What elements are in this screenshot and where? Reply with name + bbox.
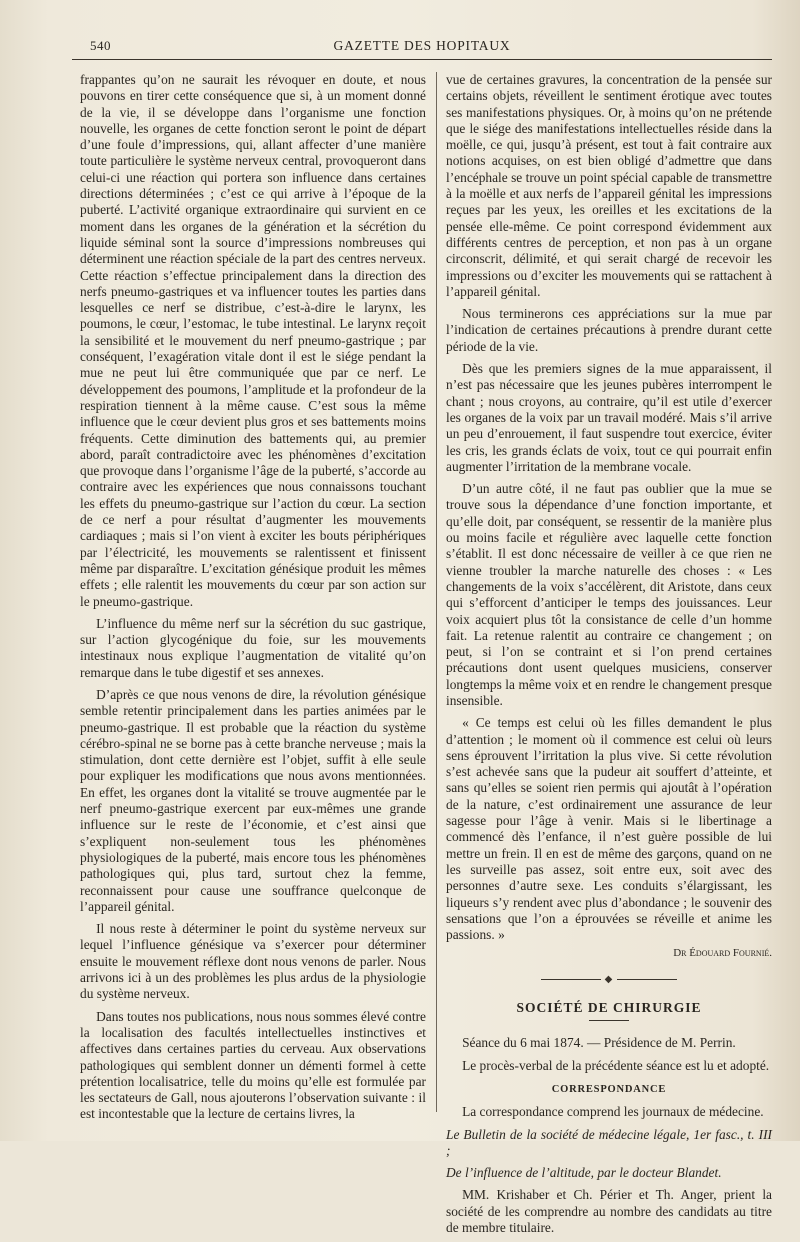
correspondence-intro: La correspondance comprend les journaux de médecine. bbox=[462, 1104, 764, 1120]
paragraph: Il nous reste à déterminer le point du système nerveux sur lequel l’influence génésique va s’exercer pour déterminer ensuite le mouvement réflexe dont nous venons de parler. Nous arrivons ici à un des problèmes les plus ardus de la physiologie du système nerveux. bbox=[80, 921, 426, 1002]
section-ornament: ◆ bbox=[446, 972, 772, 988]
paragraph: vue de certaines gravures, la concentration de la pensée sur certains objets, réveillent le sentiment érotique avec toutes ses manifestations physiques. Or, à moins qu’on ne prétende que le siége des manifestations intellectuelles réside dans la moëlle, ce qui, jusqu’à présent, est tout à fait contraire aux notions acquises, on est bien obligé d’admettre que dans l’encéphale se trouve un point spécial capable de transmettre à la moëlle et aux nerfs de l’appareil génital les impressions reçues par les yeux, les oreilles et les excitations de la pensée elle-même. Ce point correspond évidemment aux différents centres de perception, et non pas à un organe circonscrit, délimité, et qui serait chargé de recevoir les impressions ou d’exciter les mouvements qui se rattachent à l’appareil génital. bbox=[446, 72, 772, 299]
correspondence-item: Le Bulletin de la société de médecine légale, 1er fasc., t. III ; bbox=[446, 1126, 772, 1158]
paragraph: L’influence du même nerf sur la sécrétion du suc gastrique, sur l’action glycogénique du foie, sur les mouvements intestinaux nous explique l’augmentation de vitalité qu’on remarque dans le tube digestif et ses annexes. bbox=[80, 615, 426, 680]
page-header bbox=[72, 34, 772, 60]
correspondence-heading: CORRESPONDANCE bbox=[551, 1083, 667, 1095]
correspondence-item: De l’influence de l’altitude, par le docteur Blandet. bbox=[446, 1165, 722, 1181]
paragraph: D’après ce que nous venons de dire, la révolution génésique semble retentir principalement dans les parties animées par le pneumo-gastrique. Il est probable que la réaction du système cérébro-spinal ne se borne pas à cette branche nerveuse ; mais la stimulation, dont cette dernière est l’objet, suffit à elle seule pour expliquer les modifications que nous avons mentionnées. En effet, les organes dont la vitalité se trouve augmentée par le nerf pneumo-gastrique exercent par eux-mêmes une grande influence sur le reste de l’économie, et c’est ainsi que s’expliquent non-seulement tous les phénomènes physiologiques de la puberté, mais encore tous les phénomènes pathologiques qui, plus tard, surtout chez la femme, reconnaissent pour cause une souffrance quelconque de l’appareil génital. bbox=[80, 686, 426, 914]
page-number: 540 bbox=[90, 38, 111, 53]
section-title: SOCIÉTÉ DE CHIRURGIE bbox=[516, 1000, 702, 1016]
paragraph: Dans toutes nos publications, nous nous sommes élevé contre la localisation des facultés intellectuelles instinctives et affectives dans certaines parties du cerveau. Aux observations pathologiques qui semblent donner un démenti formel à cette prétention localisatrice, telle du moins qu’elle est formulée par les sectateurs de Gall, nous ajouterons l’observation suivante : il est incontestable que la lecture de certains livres, la bbox=[80, 1008, 426, 1122]
author-signature: Dr Édouard Fournié. bbox=[673, 947, 772, 960]
left-column bbox=[80, 72, 426, 1129]
minutes-line: Le procès-verbal de la précédente séance est lu et adopté. bbox=[462, 1057, 770, 1073]
paragraph: D’un autre côté, il ne faut pas oublier que la mue se trouve sous la dépendance d’une fonction importante, et qu’elle doit, par conséquent, se ressentir de la manière plus ou moins facile et régulière avec laquelle cette fonction s’établit. Il est donc nécessaire de veiller à ce que rien ne vienne troubler la marche naturelle des choses : « Les changements de la voix s’accélèrent, dit Aristote, dans ceux qui s’efforcent d’anticiper le temps des jouissances. Leur voix acquiert plus tôt la consistance de celle d’un homme fait. La retenue ralentit au contraire ce changement ; on peut, si l’on se contraint et si l’on prend certaines précautions dont usent quelques musiciens, conserver longtemps la même voix et en rendre le changement presque insensible. bbox=[446, 481, 772, 708]
right-column bbox=[446, 72, 772, 1242]
column-divider bbox=[436, 72, 437, 1112]
running-title: GAZETTE DES HOPITAUX bbox=[333, 38, 511, 53]
paragraph: frappantes qu’on ne saurait les révoquer en doute, et nous pouvons en tirer cette conséquence que si, à un moment donné de la vie, il se développe dans l’organisme une fonction nouvelle, les organes de cette fonction seront le point de départ d’une foule d’impressions, qui, allant affecter d’une manière toute particulière le système nerveux central, provoqueront dans celui-ci une réaction qui portera son influence dans certaines directions déterminées ; c’est ce qui arrive à l’époque de la puberté. L’activité organique extraordinaire qui survient en ce moment dans les organes de la génération et la sécrétion du liquide séminal sont la source d’impressions nombreuses qui déterminent une réaction spéciale de la part des centres nerveux. Cette réaction s’effectue principalement dans la direction des nerfs pneumo-gastriques et va influencer toutes les parties dans lesquelles ce nerf se distribue, c’est-à-dire le larynx, les poumons, le cœur, l’estomac, le tube intestinal. Le larynx reçoit la sensibilité et le mouvement du nerf pneumo-gastrique ; par conséquent, l’exagération vitale dont il est le siége pendant la mue ne peut lui être communiquée que par ce nerf. Le développement des poumons, l’amplitude et la profondeur de la respiration tiennent à la même cause. C’est sous la même influence que le cœur devient plus gros et ses battements moins fréquents. Cette diminution des battements qui, au premier abord, paraît contradictoire avec les phénomènes d’excitation que provoque dans l’organisme l’âge de la puberté, s’accorde au contraire avec les expériences que nous connaissons touchant les effets du pneumo-gastrique sur l’action du cœur. La section de ce nerf a pour résultat d’augmenter les mouvements cardiaques ; mais si l’on vient à exciter les bouts périphériques par l’électricité, les mouvements se ralentissent et finissent même par disparaître. L’excitation génésique produit les mêmes effets ; elle ralentit les mouvements du cœur par son action sur le pneumo-gastrique. bbox=[80, 72, 426, 609]
section-rule bbox=[589, 1020, 629, 1021]
paragraph: « Ce temps est celui où les filles demandent le plus d’attention ; le moment où il commence est celui où leurs sens éprouvent l’irritation la plus vive. Si cette révolution s’est achevée sans que la pudeur ait souffert d’atteinte, et sans qu’elles se soient rien permis qui ajoutât à l’opération de la nature, c’est ordinairement une assurance de leur sagesse pour l’âge à venir. Mais si le libertinage a commencé dès l’enfance, il n’est guère possible de lui mettre un frein. Il en est de même des garçons, quand on ne les surveille pas assez, soit entre eux, soit avec des personnes d’autre sexe. Les conduits s’élargissant, les liqueurs s’y rendent avec plus d’abondance ; le souvenir des sensations que l’on a éprouvées se réveille et anime les passions. » bbox=[446, 715, 772, 943]
candidates-paragraph: MM. Krishaber et Ch. Périer et Th. Anger, prient la société de les comprendre au nombre des candidats au titre de membre titulaire. bbox=[446, 1187, 772, 1235]
paragraph: Dès que les premiers signes de la mue apparaissent, il n’est pas nécessaire que les jeunes pubères interrompent le chant ; nous croyons, au contraire, qu’il est utile d’exercer les organes de la voix par un travail modéré. Mais s’il arrive un peu d’enrouement, il faut suspendre tout exercice, éviter les cris, les grands éclats de voix, tout ce qui pourrait enfin augmenter l’irritation de la membrane vocale. bbox=[446, 361, 772, 474]
session-line: Séance du 6 mai 1874. — Présidence de M. Perrin. bbox=[462, 1035, 736, 1051]
paragraph: Nous terminerons ces appréciations sur la mue par l’indication de certaines précautions à prendre durant cette période de la vie. bbox=[446, 306, 772, 354]
